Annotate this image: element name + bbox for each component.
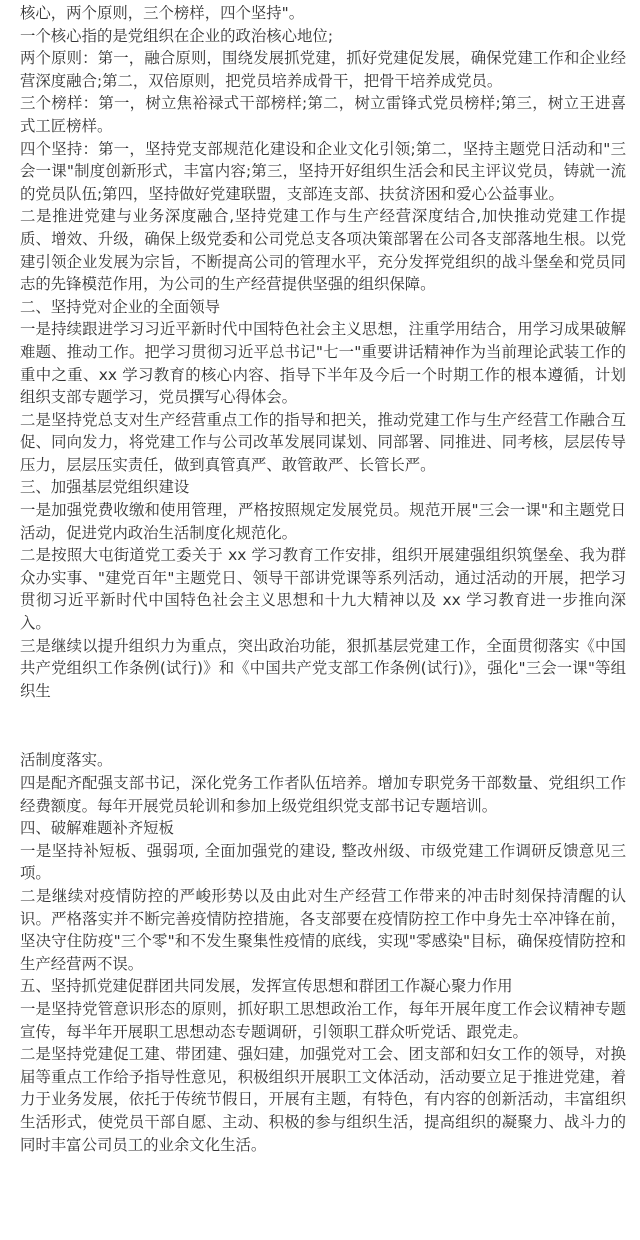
page-break-gap — [20, 702, 626, 749]
paragraph: 一是加强党费收缴和使用管理，严格按照规定发展党员。规范开展"三会一课"和主题党日活动，促进党内政治生活制度化规范化。 — [20, 501, 626, 542]
paragraph: 四、破解难题补齐短板 — [20, 819, 174, 838]
paragraph: 核心，两个原则，三个榜样，四个坚持"。 — [20, 4, 305, 22]
paragraph: 二是继续对疫情防控的严峻形势以及由此对生产经营工作带来的冲击时刻保持清醒的认识。严格落实并不断完善疫情防控措施，各支部要在疫情防控工作中身先士卒冲锋在前，坚决守住防疫"三个零"和不发生聚集性疫情的底线，实现"零感染"目标，确保疫情防控和生产经营两不误。 — [20, 886, 626, 973]
paragraph: 二是坚持党总支对生产经营重点工作的指导和把关，推动党建工作与生产经营工作融合互促、同向发力，将党建工作与公司改革发展同谋划、同部署、同推进、同考核，层层传导压力，层层压实责任，做到真管真严、敢管敢严、长管长严。 — [20, 410, 626, 474]
paragraph: 五、坚持抓党建促群团共同发展，发挥宣传思想和群团工作凝心聚力作用 — [20, 977, 513, 996]
paragraph: 一个核心指的是党组织在企业的政治核心地位; — [20, 26, 333, 45]
paragraph: 二是按照大屯街道党工委关于 xx 学习教育工作安排，组织开展建强组织筑堡垒、我为群众办实事、"建党百年"主题党日、领导干部讲党课等系列活动，通过活动的开展，把学习贯彻习近平新时代中国特色社会主义思想和十九大精神以及 xx 学习教育进一步推向深入。 — [20, 546, 626, 633]
paragraph: 四个坚持：第一，坚持党支部规范化建设和企业文化引领;第二，坚持主题党日活动和"三会一课"制度创新形式，丰富内容;第三，坚持开好组织生活会和民主评议党员，铸就一流的党员队伍;第四，坚持做好党建联盟，支部连支部、扶贫济困和爱心公益事业。 — [20, 139, 626, 203]
paragraph: 两个原则：第一，融合原则，围绕发展抓党建，抓好党建促发展，确保党建工作和企业经营深度融合;第二，双倍原则，把党员培养成骨干，把骨干培养成党员。 — [20, 49, 626, 90]
paragraph: 二是坚持党建促工建、带团建、强妇建，加强党对工会、团支部和妇女工作的领导，对换届等重点工作给予指导性意见，积极组织开展职工文体活动，活动要立足于推进党建，着力于业务发展，依托于传统节假日，开展有主题，有特色，有内容的创新活动，丰富组织生活形式，使党员干部自愿、主动、积极的参与组织生活，提高组织的凝聚力、战斗力的同时丰富公司员工的业余文化生活。 — [20, 1045, 626, 1154]
paragraph: 一是坚持补短板、强弱项, 全面加强党的建设, 整改州级、市级党建工作调研反馈意见三项。 — [20, 841, 626, 883]
paragraph: 活制度落实。 — [20, 751, 113, 770]
document-body — [20, 2, 626, 1156]
paragraph: 二、坚持党对企业的全面领导 — [20, 297, 221, 316]
paragraph: 一是坚持党管意识形态的原则，抓好职工思想政治工作，每年开展年度工作会议精神专题宣传，每半年开展职工思想动态专题调研，引领职工群众听党话、跟党走。 — [20, 999, 626, 1041]
paragraph: 二是推进党建与业务深度融合,坚持党建工作与生产经营深度结合,加快推动党建工作提质、增效、升级，确保上级党委和公司党总支各项决策部署在公司各支部落地生根。以党建引领企业发展为宗旨，不断提高公司的管理水平，充分发挥党组织的战斗堡垒和党员同志的先锋模范作用，为公司的生产经营提供坚强的组织保障。 — [20, 207, 626, 294]
paragraph: 三是继续以提升组织力为重点，突出政治功能，狠抓基层党建工作，全面贯彻落实《中国共产党组织工作条例(试行)》和《中国共产党支部工作条例(试行)》，强化"三会一课"等组织生 — [20, 636, 626, 700]
paragraph: 四是配齐配强支部书记，深化党务工作者队伍培养。增加专职党务干部数量、党组织工作经费额度。每年开展党员轮训和参加上级党组织党支部书记专题培训。 — [20, 774, 626, 815]
paragraph: 一是持续跟进学习习近平新时代中国特色社会主义思想，注重学用结合，用学习成果破解难题、推动工作。把学习贯彻习近平总书记"七一"重要讲话精神作为当前理论武装工作的重中之重、xx 学习教育的核心内容、指导下半年及今后一个时期工作的根本遵循，计划组织支部专题学习，党员撰写心得体会。 — [20, 320, 626, 407]
paragraph: 三、加强基层党组织建设 — [20, 478, 190, 497]
paragraph: 三个榜样：第一，树立焦裕禄式干部榜样;第二，树立雷锋式党员榜样;第三，树立王进喜式工匠榜样。 — [20, 94, 626, 135]
